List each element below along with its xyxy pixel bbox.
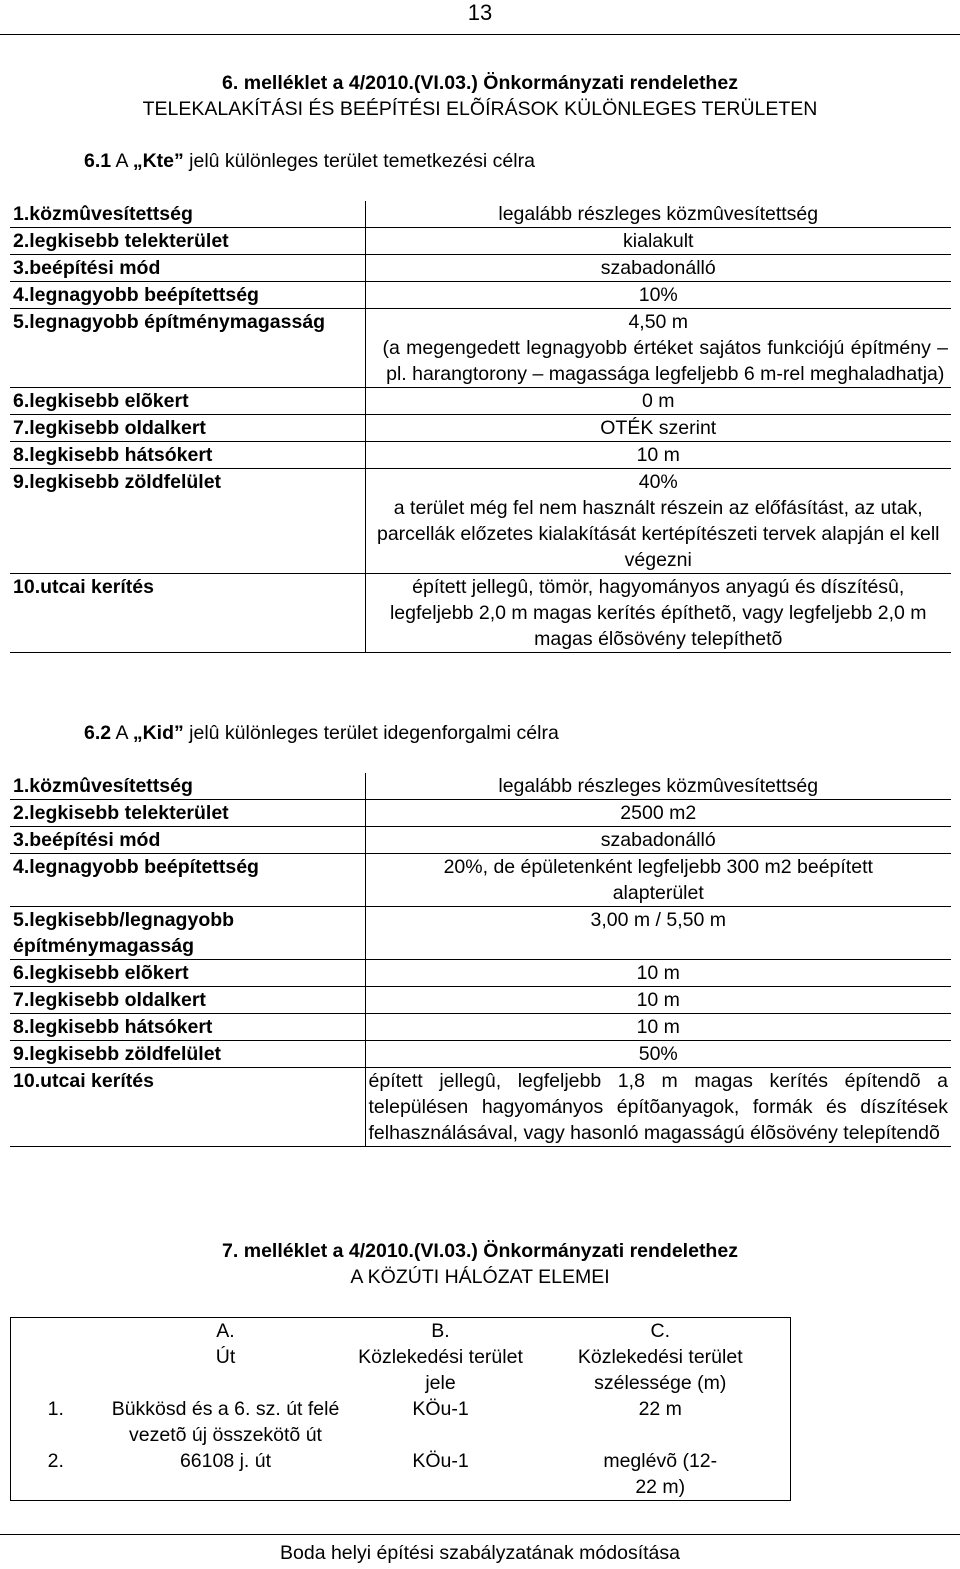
table-row [10, 1041, 951, 1068]
road-name: Bükkösd és a 6. sz. út felé vezetõ új összekötõ út [111, 1398, 340, 1446]
row-value [365, 309, 951, 388]
table-kid [10, 773, 951, 1147]
row-value: 10 m [365, 1014, 951, 1041]
annex7-subtitle: A KÖZÚTI HÁLÓZAT ELEMEI [350, 1266, 610, 1288]
road-name: 66108 j. út [179, 1450, 272, 1472]
table-row [10, 255, 951, 282]
table-row [10, 773, 951, 800]
row-label: 2.legkisebb telekterület [10, 228, 365, 255]
blank-cell [11, 1318, 101, 1345]
road-width: 22 m [638, 1398, 682, 1420]
row-label: 4.legnagyobb beépítettség [10, 854, 365, 907]
row-label: 3.beépítési mód [10, 827, 365, 854]
value-note: a terület még fel nem használt részein az előfásítást, az utak, parcellák előzetes kialakítását kertépítészeti tervek alapján el kell végezni [376, 497, 940, 571]
value-note: (a megengedett legnagyobb értéket sajátos funkciójú építmény – pl. harangtorony – magassága legfeljebb 6 m-rel meghaladhatja) [382, 337, 948, 385]
footer-rule [0, 1534, 960, 1535]
column-letter-b: B. [431, 1320, 450, 1342]
row-label: 7.legkisebb oldalkert [10, 415, 365, 442]
table-row [10, 228, 951, 255]
column-header-jel: Közlekedési terület jele [358, 1346, 523, 1394]
row-value: 10 m [365, 987, 951, 1014]
row-value: 50% [365, 1041, 951, 1068]
blank-cell [11, 1344, 101, 1396]
row-label: 6.legkisebb elõkert [10, 960, 365, 987]
row-value: kialakult [365, 228, 951, 255]
value-main: 4,50 m [628, 311, 689, 333]
table-row [10, 907, 951, 960]
page-footer: Boda helyi építési szabályzatának módosítása [280, 1542, 680, 1564]
road-width: meglévõ (12-22 m) [603, 1450, 718, 1498]
table-row [10, 442, 951, 469]
row-label: 7.legkisebb oldalkert [10, 987, 365, 1014]
section-6-2-heading: 6.2 A „Kid” jelû különleges terület idegenforgalmi célra [84, 722, 559, 744]
table-row [11, 1396, 791, 1448]
annex6-title: 6. melléklet a 4/2010.(VI.03.) Önkormányzati rendelethez [222, 72, 738, 94]
row-value: 10 m [365, 960, 951, 987]
row-value: épített jellegû, legfeljebb 1,8 m magas kerítés építendõ a településen hagyományos építõanyagok, formák és díszítések felhasználásával, vagy hasonló magasságú élõsövény telepítendõ [365, 1068, 951, 1147]
row-value: 2500 m2 [365, 800, 951, 827]
page-number: 13 [467, 0, 493, 25]
column-header-ut: Út [215, 1346, 236, 1368]
table-row [11, 1448, 791, 1501]
row-value: 20%, de épületenként legfeljebb 300 m2 beépített alapterület [365, 854, 951, 907]
row-value: 10% [365, 282, 951, 309]
row-label: 6.legkisebb elõkert [10, 388, 365, 415]
row-label: 9.legkisebb zöldfelület [10, 469, 365, 574]
value-main: 40% [638, 471, 678, 493]
row-value: épített jellegû, tömör, hagyományos anyagú és díszítésû, legfeljebb 2,0 m magas kerítés építhetõ, vagy legfeljebb 2,0 m magas élõsövény telepíthetõ [365, 574, 951, 653]
row-label: 4.legnagyobb beépítettség [10, 282, 365, 309]
road-code: KÖu-1 [412, 1450, 469, 1472]
row-number: 1. [47, 1398, 64, 1420]
row-value: legalább részleges közmûvesítettség [365, 201, 951, 228]
row-label: 5.legkisebb/legnagyobb építménymagasság [10, 907, 365, 960]
row-label: 2.legkisebb telekterület [10, 800, 365, 827]
header-rule [0, 34, 960, 35]
column-letter-c: C. [650, 1320, 670, 1342]
section-6-1-heading: 6.1 A „Kte” jelû különleges terület temetkezési célra [84, 150, 535, 172]
row-label: 8.legkisebb hátsókert [10, 1014, 365, 1041]
table-row [10, 309, 951, 388]
table-road-network [10, 1317, 791, 1501]
annex7-title: 7. melléklet a 4/2010.(VI.03.) Önkormányzati rendelethez [222, 1240, 738, 1262]
table-row [10, 960, 951, 987]
header-row [11, 1344, 791, 1396]
row-label: 1.közmûvesítettség [10, 773, 365, 800]
row-value: 10 m [365, 442, 951, 469]
row-value: 3,00 m / 5,50 m [365, 907, 951, 960]
table-row [10, 987, 951, 1014]
row-value: 0 m [365, 388, 951, 415]
row-value [365, 469, 951, 574]
row-label: 9.legkisebb zöldfelület [10, 1041, 365, 1068]
row-label: 1.közmûvesítettség [10, 201, 365, 228]
table-kte [10, 201, 951, 653]
table-row [10, 201, 951, 228]
table-row [10, 282, 951, 309]
row-label: 10.utcai kerítés [10, 574, 365, 653]
table-row [10, 415, 951, 442]
row-value: szabadonálló [365, 255, 951, 282]
row-value: legalább részleges közmûvesítettség [365, 773, 951, 800]
table-row [10, 827, 951, 854]
table-row [10, 800, 951, 827]
row-label: 8.legkisebb hátsókert [10, 442, 365, 469]
table-row [10, 469, 951, 574]
row-value: OTÉK szerint [365, 415, 951, 442]
row-number: 2. [47, 1450, 64, 1472]
row-value: szabadonálló [365, 827, 951, 854]
table-row [10, 574, 951, 653]
header-letters-row [11, 1318, 791, 1345]
table-row [10, 388, 951, 415]
column-header-szelesseg: Közlekedési terület szélessége (m) [577, 1346, 743, 1394]
column-letter-a: A. [216, 1320, 235, 1342]
row-label: 10.utcai kerítés [10, 1068, 365, 1147]
table-row [10, 1014, 951, 1041]
row-label: 3.beépítési mód [10, 255, 365, 282]
table-row [10, 854, 951, 907]
road-code: KÖu-1 [412, 1398, 469, 1420]
table-row [10, 1068, 951, 1147]
annex6-subtitle: TELEKALAKÍTÁSI ÉS BEÉPÍTÉSI ELÕÍRÁSOK KÜLÖNLEGES TERÜLETEN [142, 98, 818, 120]
row-label: 5.legnagyobb építménymagasság [10, 309, 365, 388]
